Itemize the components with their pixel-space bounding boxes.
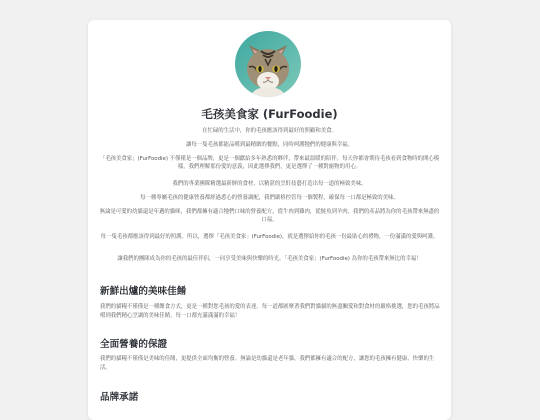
cat-photo-icon [235, 31, 301, 97]
intro-paragraph-8: 讓我們的團隊成為你的毛孩的最佳伴侶，一同享受美味與快樂的時光。「毛孩美食家」(FurFoodie) 為你的毛孩帶來無比的幸福！ [117, 256, 422, 262]
intro-paragraph-3: 「毛孩美食家」(FurFoodie) 不僅僅是一個品牌，更是一個獻給多年熟悉的夥伴，帶來最溫暖的陪伴。每天你都會期待毛孩看到食物時的開心模樣，我們理解那份愛的意義，因此選擇我們，更是選擇了一種對寵物的用心。 [99, 156, 440, 170]
section-heading-promise: 品牌承諾 [100, 392, 139, 403]
section-heading-fresh: 新鮮出爐的美味佳餚 [100, 286, 187, 297]
page-title: 毛孩美食家 (FurFoodie) [201, 107, 338, 121]
intro-paragraph-2: 讓每一隻毛孩都能品嚐到最精緻的餐點，同時呵護牠們的健康與幸福。 [185, 142, 354, 148]
cat-avatar [235, 31, 301, 97]
section-heading-nutrition: 全面營養的保證 [100, 339, 168, 350]
intro-paragraph-4: 我們的專業團隊精選最新鮮的食材，以精湛的烹飪技藝打造出每一道的極致美味。 [172, 181, 367, 187]
content-card [88, 20, 451, 420]
section-body-fresh: 我們的貓糧不僅僅是一種餵食方式，更是一種對您毛孩的愛的表達。每一道都匯聚著我們對貓貓的無盡關愛和對食材的嚴格挑選，您的毛孩將品嚐到我們精心烹調的美味佳餚，每一口都充滿滿滿的幸福！ [100, 304, 440, 319]
section-body-nutrition: 我們的貓糧不僅僅是美味的佳餚，更提供全面均衡的營養。無論是幼貓還是老年貓，我們都擁有適合的配方，讓您的毛孩擁有健康、快樂的生活。 [100, 356, 435, 371]
intro-paragraph-6: 無論是可愛的幼貓還是年邁的貓咪，我們都擁有適合牠們口味的營養配方，從牛肉到雞肉，從鮭魚到羊肉，我們的產品將為你的毛孩帶來無盡的口福。 [99, 209, 440, 223]
intro-paragraph-7: 每一隻毛孩都應該得到最好的照護。所以，選擇「毛孩美食家」(FurFoodie)，就是選擇給你的毛孩一份最貼心的禮物，一份滿滿的愛與呵護。 [100, 234, 439, 240]
intro-paragraph-5: 每一種專屬毛孩的健康營養都經過悉心的營養調配，我們嚴格控管每一個製程，確保每一口都是極致的美味。 [140, 195, 399, 201]
intro-paragraph-1: 在忙碌的生活中，你的毛孩應該得到最好的照顧和美食。 [202, 128, 337, 134]
